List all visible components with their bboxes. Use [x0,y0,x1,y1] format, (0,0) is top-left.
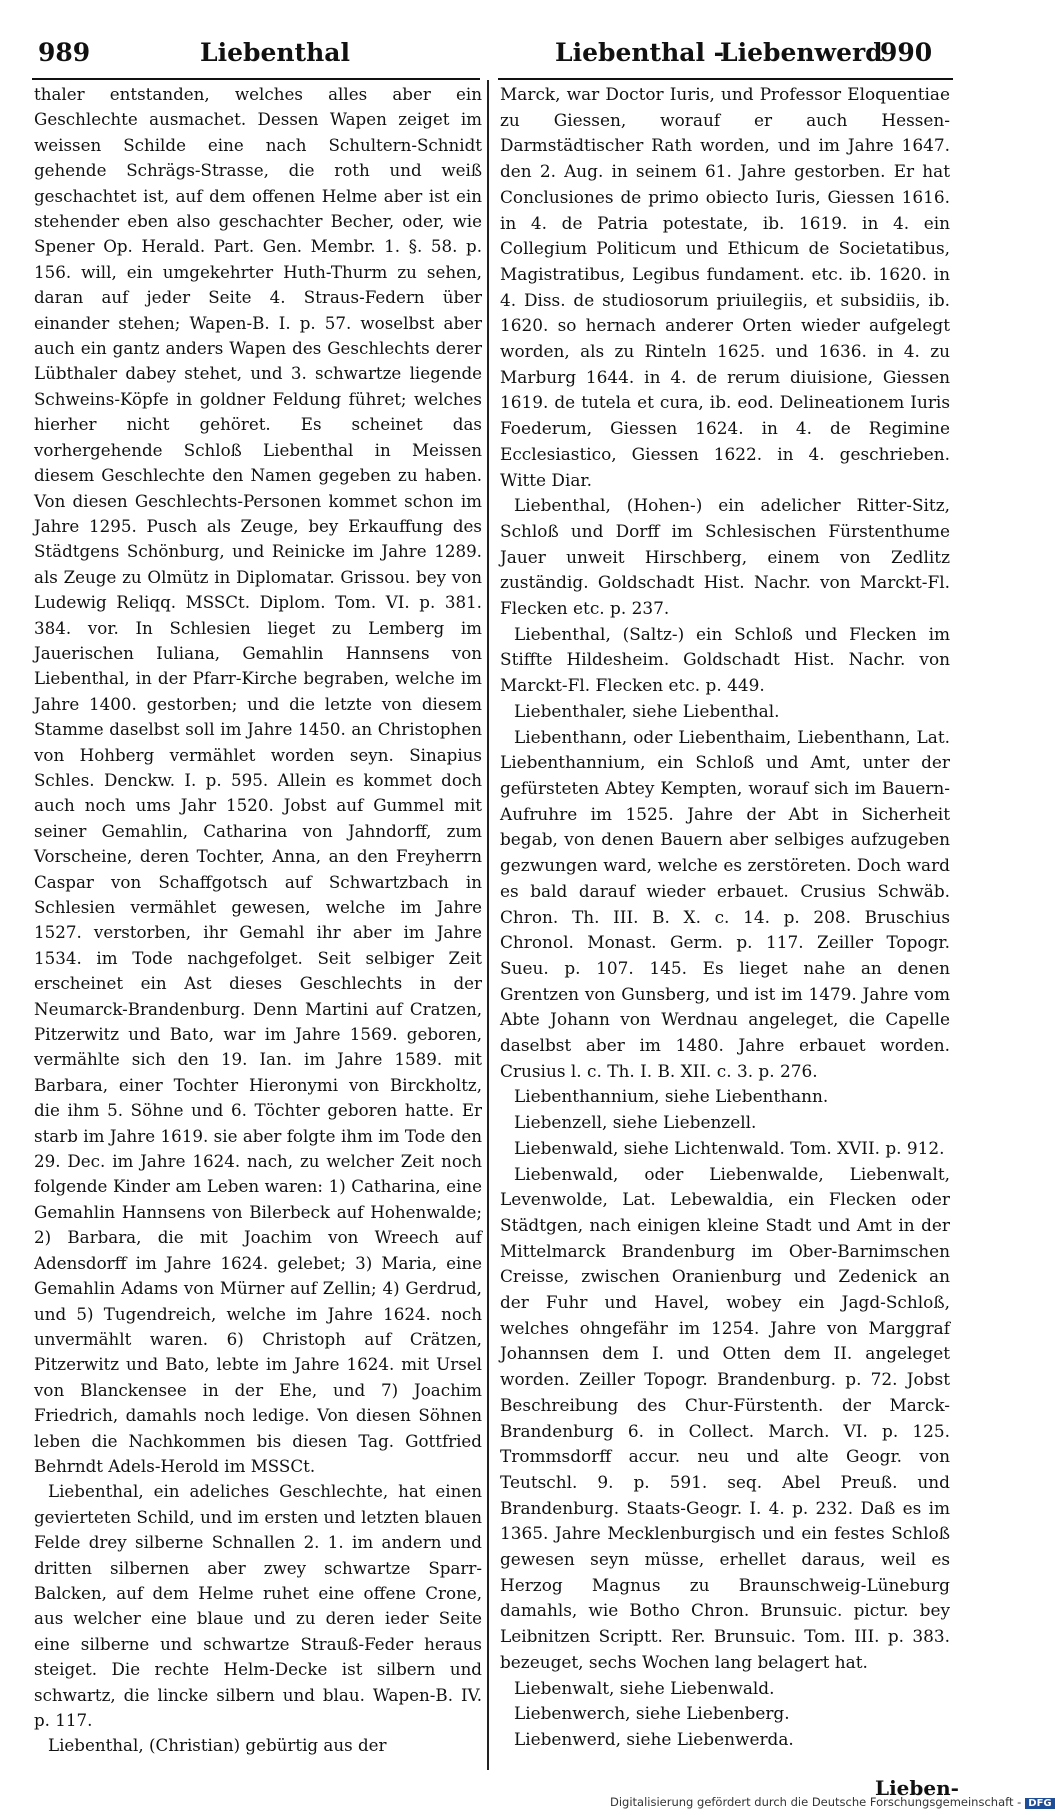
right-running-head-second: Liebenwerd [720,38,883,67]
right-page-number: 990 [880,38,933,67]
entry-liebenwalt: Liebenwalt, siehe Liebenwald. [514,1677,775,1698]
left-paragraph-continuation: thaler entstanden, welches alles aber ein Geschlechte ausmachet. Dessen Wapen zeiget im weissen Schilde eine nach Schultern-Schnidt gehende Schrägs-Strasse, die roth und weiß geschachtet ist, auf dem offenen Helme aber ist ein stehender eben also geschachter Becher, oder, wie Spener Op. Herald. Part. Gen. Membr. 1. §. 58. p. 156. will, ein umgekehrter Huth-Thurm zu sehen, daran auf jeder Seite 4. Straus-Federn über einander stehen; Wapen-B. I. p. 57. woselbst aber auch ein gantz anders Wapen des Geschlechts derer Lübthaler dabey stehet, und 3. schwartze liegende Schweins-Köpfe in goldner Feldung führet; welches hierher nicht gehöret. Es scheinet das vorhergehende Schloß Liebenthal in Meissen diesem Geschlechte den Namen gegeben zu haben. Von diesen Geschlechts-Personen kommet schon im Jahre 1295. Pusch als Zeuge, bey Erkauffung des Städtgens Schönburg, und Reinicke im Jahre 1289. als Zeuge zu Olmütz in Diplomatar. Grissou. bey von Ludewig Reliqq. MSSCt. Diplom. Tom. VI. p. 381. 384. vor. In Schlesien lieget zu Lemberg im Jauerischen Iuliana, Gemahlin Hannsens von Liebenthal, in der Pfarr-Kirche begraben, welche im Jahre 1400. gestorben; und die letzte von diesem Stamme daselbst soll im Jahre 1450. an Christophen von Hohberg vermählet worden seyn. Sinapius Schles. Denckw. I. p. 595. Allein es kommet doch auch noch ums Jahr 1520. Jobst auf Gummel mit seiner Gemahlin, Catharina von Jahndorff, zum Vorscheine, deren Tochter, Anna, an den Freyherrn Caspar von Schaffgotsch auf Schwartzbach in Schlesien vermählet gewesen, welche im Jahre 1527. verstorben, ihr Gemahl ihr aber im Jahre 1534. im Tode nachgefolget. Seit selbiger Zeit erscheinet ein Ast dieses Geschlechts in der Neumarck-Brandenburg. Denn Martini auf Cratzen, Pitzerwitz und Bato, war im Jahre 1569. geboren, vermählte sich den 19. Ian. im Jahre 1589. mit Barbara, einer Tochter Hieronymi von Birckholtz, die ihm 5. Söhne und 6. Töchter geboren hatte. Er starb im Jahre 1619. sie aber folgte ihm im Tode den 29. Dec. im Jahre 1624. nach, zu welcher Zeit noch folgende Kinder am Leben waren: 1) Catharina, eine Gemahlin Hannsens von Bilerbeck auf Hohenwalde; 2) Barbara, die mit Joachim von Wreech auf Adensdorff im Jahre 1624. gelebet; 3) Maria, eine Gemahlin Adams von Mürner auf Zellin; 4) Gerdrud, und 5) Tugendreich, welche im Jahre 1624. noch unvermählt waren. 6) Christoph auf Crätzen, Pitzerwitz und Bato, lebte im Jahre 1624. mit Ursel von Blanckensee in der Ehe, und 7) Joachim Friedrich, damahls noch ledige. Von diesen Söhnen leben die Nachkommen bis diesen Tag. Gottfried Behrndt Adels-Herold im MSSCt. [34,84,482,1476]
entry-liebenwald-ref: Liebenwald, siehe Lichtenwald. Tom. XVII. p. 912. [514,1137,945,1158]
entry-liebenthannium: Liebenthannium, siehe Liebenthann. [514,1086,829,1107]
entry-liebenwerch: Liebenwerch, siehe Liebenberg. [514,1703,790,1724]
right-running-head-first: Liebenthal - [555,38,725,67]
entry-liebenthal-christian: Liebenthal, (Christian) gebürtig aus der [48,1735,387,1756]
left-column [34,82,482,1759]
entry-liebenwald: Liebenwald, oder Liebenwalde, Liebenwalt, Levenwolde, Lat. Lebewaldia, ein Flecken oder Städtgen, nach einigen kleine Stadt und Amt in der Mittelmarck Brandenburg im Ober-Barnimschen Creisse, zwischen Oranienburg und Zedenick an der Fuhr und Havel, wobey ein Jagd-Schloß, welches ohngefähr im 1254. Jahre von Marggraf Johannsen dem I. und Otten dem II. angeleget worden. Zeiller Topogr. Brandenburg. p. 72. Jobst Beschreibung des Chur-Fürstenth. der Marck-Brandenburg 6. in Collect. March. VI. p. 125. Trommsdorff accur. neu und alte Geogr. von Teutschl. 9. p. 591. seq. Abel Preuß. und Brandenburg. Staats-Geogr. I. 4. p. 232. Daß es im 1365. Jahre Mecklenburgisch und ein festes Schloß gewesen seyn müsse, erhellet daraus, weil es Herzog Magnus zu Braunschweig-Lüneburg damahls, wie Botho Chron. Brunsuic. pictur. bey Leibnitzen Scriptt. Rer. Brunsuic. Tom. III. p. 383. bezeuget, sechs Wochen lang belagert hat. [500,1163,950,1672]
entry-liebenwerd: Liebenwerd, siehe Liebenwerda. [514,1729,794,1749]
left-header-rule [32,78,480,80]
entry-liebenzell: Liebenzell, siehe Liebenzell. [514,1112,757,1133]
right-header-rule [498,78,953,80]
right-paragraph-continuation: Marck, war Doctor Iuris, und Professor Eloquentiae zu Giessen, worauf er auch Hessen-Darmstädtischer Rath worden, und im Jahre 1647. den 2. Aug. in seinem 61. Jahre gestorben. Er hat Conclusiones de primo obiecto Iuris, Giessen 1616. in 4. de Patria potestate, ib. 1619. in 4. ein Collegium Politicum und Ethicum de Societatibus, Magistratibus, Legibus fundament. etc. ib. 1620. in 4. Diss. de studiosorum priuilegiis, et subsidiis, ib. 1620. so hernach anderer Orten wieder aufgelegt worden, als zu Rinteln 1625. und 1636. in 4. zu Marburg 1644. in 4. de rerum diuisione, Giessen 1619. de tutela et cura, ib. eod. Delineationem Iuris Foederum, Giessen 1624. in 4. de Regimine Ecclesiastico, Giessen 1622. in 4. geschrieben. Witte Diar. [500,84,950,490]
entry-liebenthaler: Liebenthaler, siehe Liebenthal. [514,700,780,721]
catchword: Lieben- [875,1776,959,1800]
left-running-head: Liebenthal [200,38,350,67]
left-page-number: 989 [38,38,91,67]
column-separator [487,80,489,1770]
digitization-footer [610,1795,1055,1809]
dfg-logo: DFG [1025,1798,1054,1809]
footer-text: Digitalisierung gefördert durch die Deutsche Forschungsgemeinschaft - [610,1795,1022,1809]
entry-liebenthann: Liebenthann, oder Liebenthaim, Liebenthann, Lat. Liebenthannium, ein Schloß und Amt, unter der gefürsteten Abtey Kempten, worauf sich im Bauern-Aufruhre im 1525. Jahre der Abt in Sicherheit begab, von denen Bauern aber selbiges aufzugeben gezwungen ward, welche es zerstöreten. Doch ward es bald darauf wieder erbauet. Crusius Schwäb. Chron. Th. III. B. X. c. 14. p. 208. Bruschius Chronol. Monast. Germ. p. 117. Zeiller Topogr. Sueu. p. 107. 145. Es lieget nahe an denen Grentzen von Gunsberg, und ist im 1479. Jahre vom Abte Johann von Werdnau angeleget, die Capelle daselbst aber im 1480. Jahre erbauet worden. Crusius l. c. Th. I. B. XII. c. 3. p. 276. [500,726,950,1081]
right-column [500,82,950,1753]
entry-liebenthal-hohen: Liebenthal, (Hohen-) ein adelicher Ritter-Sitz, Schloß und Dorff im Schlesischen Fürstenthume Jauer unweit Hirschberg, einem von Zedlitz zuständig. Goldschadt Hist. Nachr. von Marckt-Fl. Flecken etc. p. 237. [500,495,950,619]
entry-liebenthal-geschlechte: Liebenthal, ein adeliches Geschlechte, hat einen gevierteten Schild, und im ersten und letzten blauen Felde drey silberne Schnallen 2. 1. im andern und dritten silbernen aber zwey schwartze Sparr-Balcken, auf dem Helme ruhet eine offene Crone, aus welcher eine blaue und zu deren ieder Seite eine silberne und schwartze Strauß-Feder heraus steiget. Die rechte Helm-Decke ist silbern und schwartz, die lincke silbern und blau. Wapen-B. IV. p. 117. [34,1481,482,1730]
entry-liebenthal-saltz: Liebenthal, (Saltz-) ein Schloß und Flecken im Stiffte Hildesheim. Goldschadt Hist. Nachr. von Marckt-Fl. Flecken etc. p. 449. [500,623,950,696]
